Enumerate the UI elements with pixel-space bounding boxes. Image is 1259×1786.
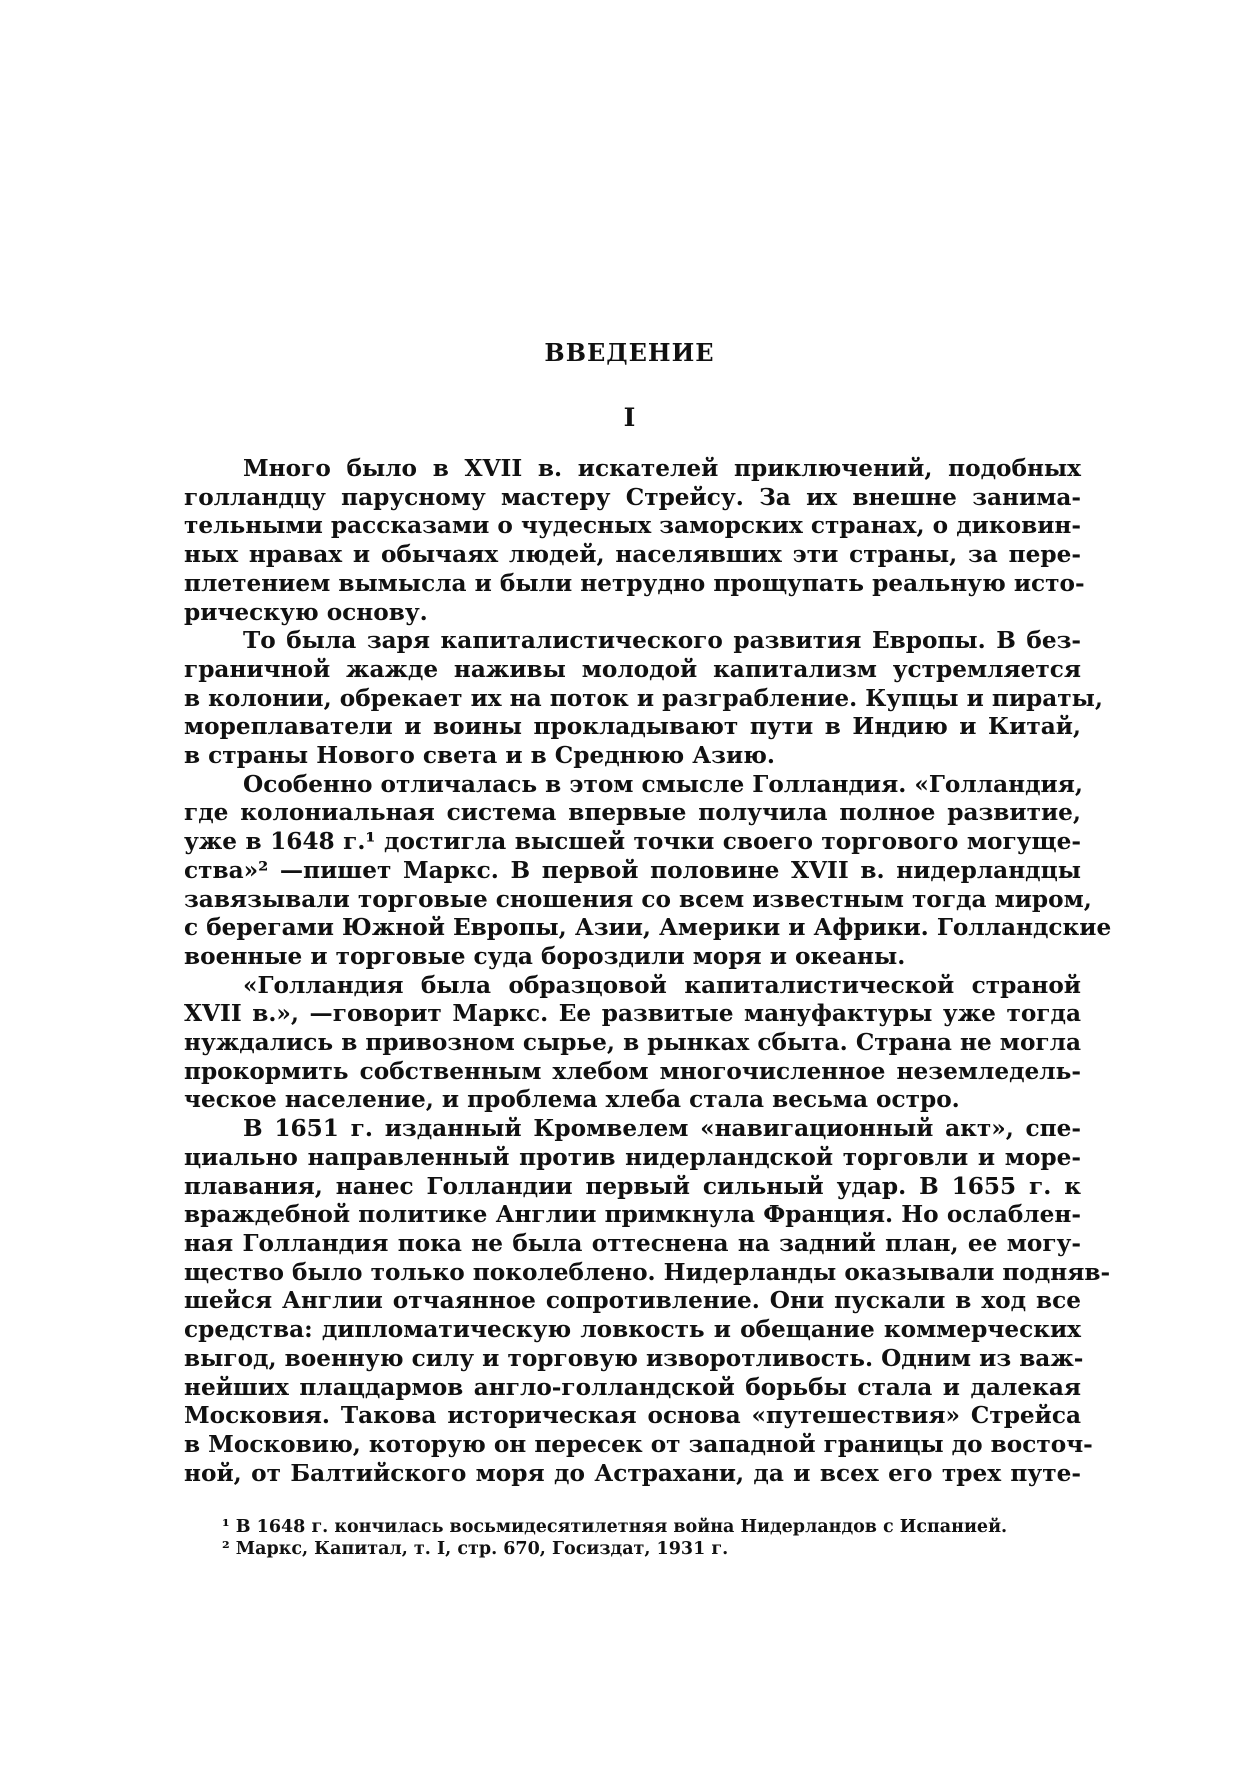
- text-line: прокормить собственным хлебом многочисленное неземледель-: [184, 1057, 1081, 1085]
- text-line: В 1651 г. изданный Кромвелем «навигационный акт», спе-: [243, 1115, 1081, 1143]
- text-line: XVII в.», —говорит Маркс. Ее развитые мануфактуры уже тогда: [184, 1000, 1081, 1028]
- text-line: нуждались в привозном сырье, в рынках сбыта. Страна не могла: [184, 1029, 1081, 1057]
- footnote-2: ² Маркс, Капитал, т. I, стр. 670, Госиздат, 1931 г.: [222, 1539, 729, 1559]
- text-line: шейся Англии отчаянное сопротивление. Они пускали в ход все: [184, 1287, 1081, 1315]
- text-line: военные и торговые суда бороздили моря и океаны.: [184, 942, 906, 970]
- body-text: [184, 455, 1112, 1488]
- chapter-title: ВВЕДЕНИЕ: [544, 338, 715, 367]
- footnote-1: ¹ В 1648 г. кончилась восьмидесятилетняя война Нидерландов с Испанией.: [222, 1517, 1008, 1537]
- text-line: завязывали торговые сношения со всем известным тогда миром,: [184, 885, 1092, 913]
- text-line: ных нравах и обычаях людей, населявших эти страны, за пере-: [184, 541, 1081, 569]
- text-line: выгод, военную силу и торговую изворотливость. Одним из важ-: [184, 1344, 1084, 1372]
- text-line: в страны Нового света и в Среднюю Азию.: [184, 742, 775, 770]
- text-line: Особенно отличалась в этом смысле Голландия. «Голландия,: [243, 770, 1083, 798]
- text-line: Московия. Такова историческая основа «путешествия» Стрейса: [184, 1402, 1081, 1430]
- paragraph: [184, 770, 1112, 972]
- paragraph: [184, 1115, 1111, 1488]
- text-line: нейших плацдармов англо-голландской борьбы стала и далекая: [184, 1373, 1081, 1401]
- text-line: враждебной политике Англии примкнула Франция. Но ослаблен-: [184, 1201, 1081, 1229]
- text-line: ческое население, и проблема хлеба стала весьма остро.: [184, 1086, 960, 1114]
- text-line: ства»² —пишет Маркс. В первой половине XVII в. нидерландцы: [184, 856, 1081, 884]
- text-line: ной, от Балтийского моря до Астрахани, да и всех его трех путе-: [184, 1459, 1081, 1487]
- text-line: тельными рассказами о чудесных заморских странах, о диковин-: [184, 512, 1081, 540]
- text-line: в колонии, обрекает их на поток и разграбление. Купцы и пираты,: [184, 684, 1103, 712]
- text-line: мореплаватели и воины прокладывают пути в Индию и Китай,: [184, 713, 1081, 741]
- text-line: рическую основу.: [184, 598, 428, 626]
- text-line: То была заря капиталистического развития Европы. В без-: [243, 627, 1081, 655]
- footnotes: [222, 1516, 1082, 1560]
- text-line: голландцу парусному мастеру Стрейсу. За их внешне занима-: [184, 483, 1081, 511]
- text-line: «Голландия была образцовой капиталистической страной: [243, 971, 1081, 999]
- section-number: I: [623, 403, 636, 432]
- text-line: плетением вымысла и были нетрудно прощупать реальную исто-: [184, 569, 1085, 597]
- paragraph: [184, 627, 1103, 771]
- text-line: Много было в XVII в. искателей приключений, подобных: [243, 455, 1081, 482]
- text-line: плавания, нанес Голландии первый сильный удар. В 1655 г. к: [184, 1172, 1081, 1200]
- text-line: граничной жажде наживы молодой капитализм устремляется: [184, 655, 1081, 683]
- text-line: уже в 1648 г.¹ достигла высшей точки своего торгового могуще-: [184, 828, 1081, 856]
- text-line: ная Голландия пока не была оттеснена на задний план, ее могу-: [184, 1229, 1081, 1257]
- text-line: где колониальная система впервые получила полное развитие,: [184, 799, 1081, 827]
- paragraph: [184, 455, 1085, 627]
- paragraph: [184, 972, 1081, 1116]
- text-line: средства: дипломатическую ловкость и обещание коммерческих: [184, 1316, 1081, 1344]
- text-line: с берегами Южной Европы, Азии, Америки и Африки. Голландские: [184, 914, 1112, 942]
- text-line: циально направленный против нидерландской торговли и море-: [184, 1143, 1081, 1171]
- text-line: щество было только поколеблено. Нидерланды оказывали подняв-: [184, 1258, 1111, 1286]
- text-line: в Московию, которую он пересек от западной границы до восточ-: [184, 1430, 1093, 1458]
